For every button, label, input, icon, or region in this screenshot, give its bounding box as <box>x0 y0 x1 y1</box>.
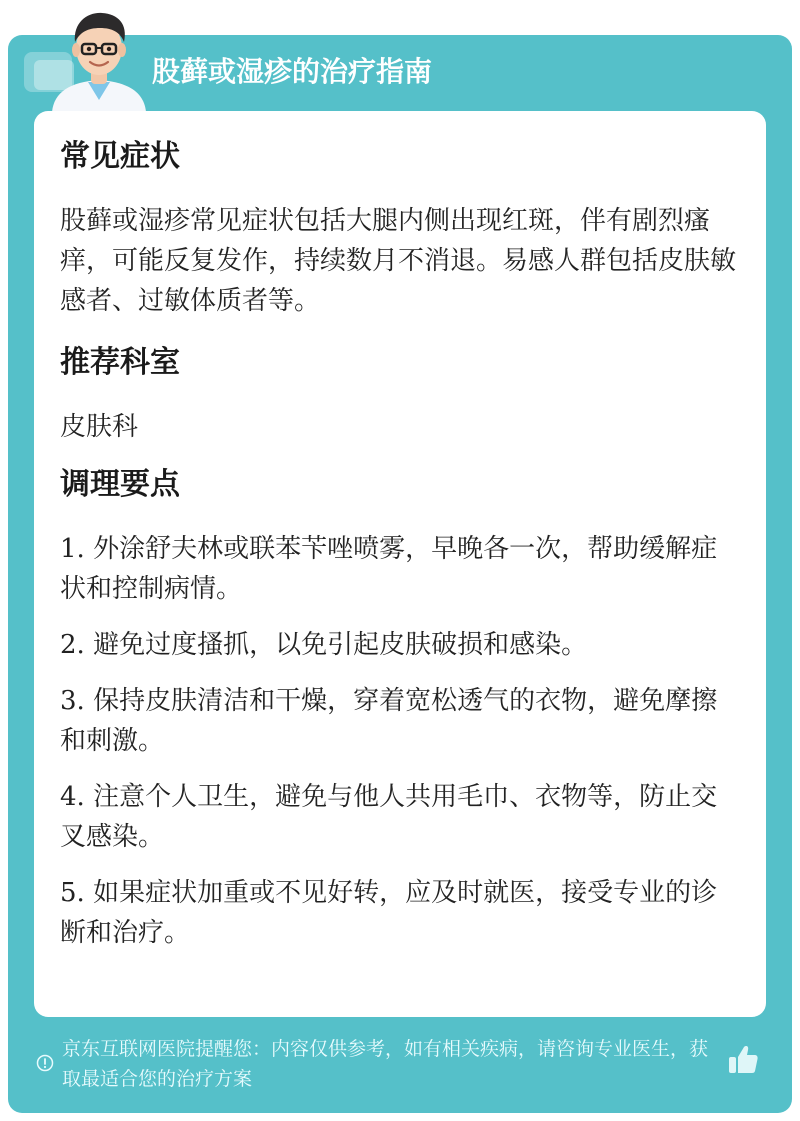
care-item <box>60 529 740 609</box>
care-item <box>60 625 740 665</box>
care-heading: 调理要点 <box>60 467 180 502</box>
care-item-number: 5. <box>60 878 85 908</box>
care-item-text: 外涂舒夫林或联苯苄唑喷雾，早晚各一次，帮助缓解症状和控制病情。 <box>60 534 718 604</box>
content-card <box>34 111 766 1017</box>
page-title: 股藓或湿疹的治疗指南 <box>152 55 433 88</box>
care-item-text: 如果症状加重或不见好转，应及时就医，接受专业的诊断和治疗。 <box>60 878 718 948</box>
department-text: 皮肤科 <box>60 412 139 442</box>
care-item <box>60 681 740 761</box>
thumbs-up-icon[interactable] <box>726 1042 760 1076</box>
care-item-text: 保持皮肤清洁和干燥，穿着宽松透气的衣物，避免摩擦和刺激。 <box>60 686 718 756</box>
care-item-number: 3. <box>60 686 85 716</box>
care-item-number: 1. <box>60 534 85 564</box>
care-item-number: 4. <box>60 782 85 812</box>
symptoms-text: 股藓或湿疹常见症状包括大腿内侧出现红斑，伴有剧烈瘙痒，可能反复发作，持续数月不消退。易感人群包括皮肤敏感者、过敏体质者等。 <box>60 206 737 316</box>
care-item-text: 注意个人卫生，避免与他人共用毛巾、衣物等，防止交叉感染。 <box>60 782 718 852</box>
care-item <box>60 873 740 953</box>
info-icon <box>36 1054 54 1072</box>
department-heading: 推荐科室 <box>60 345 180 380</box>
care-item-text: 避免过度搔抓，以免引起皮肤破损和感染。 <box>93 630 588 660</box>
care-item-number: 2. <box>60 630 85 660</box>
symptoms-heading: 常见症状 <box>60 139 180 174</box>
disclaimer-text: 京东互联网医院提醒您：内容仅供参考，如有相关疾病，请咨询专业医生，获取最适合您的治疗方案 <box>62 1038 709 1090</box>
doctor-avatar-icon <box>40 8 158 112</box>
care-item <box>60 777 740 857</box>
